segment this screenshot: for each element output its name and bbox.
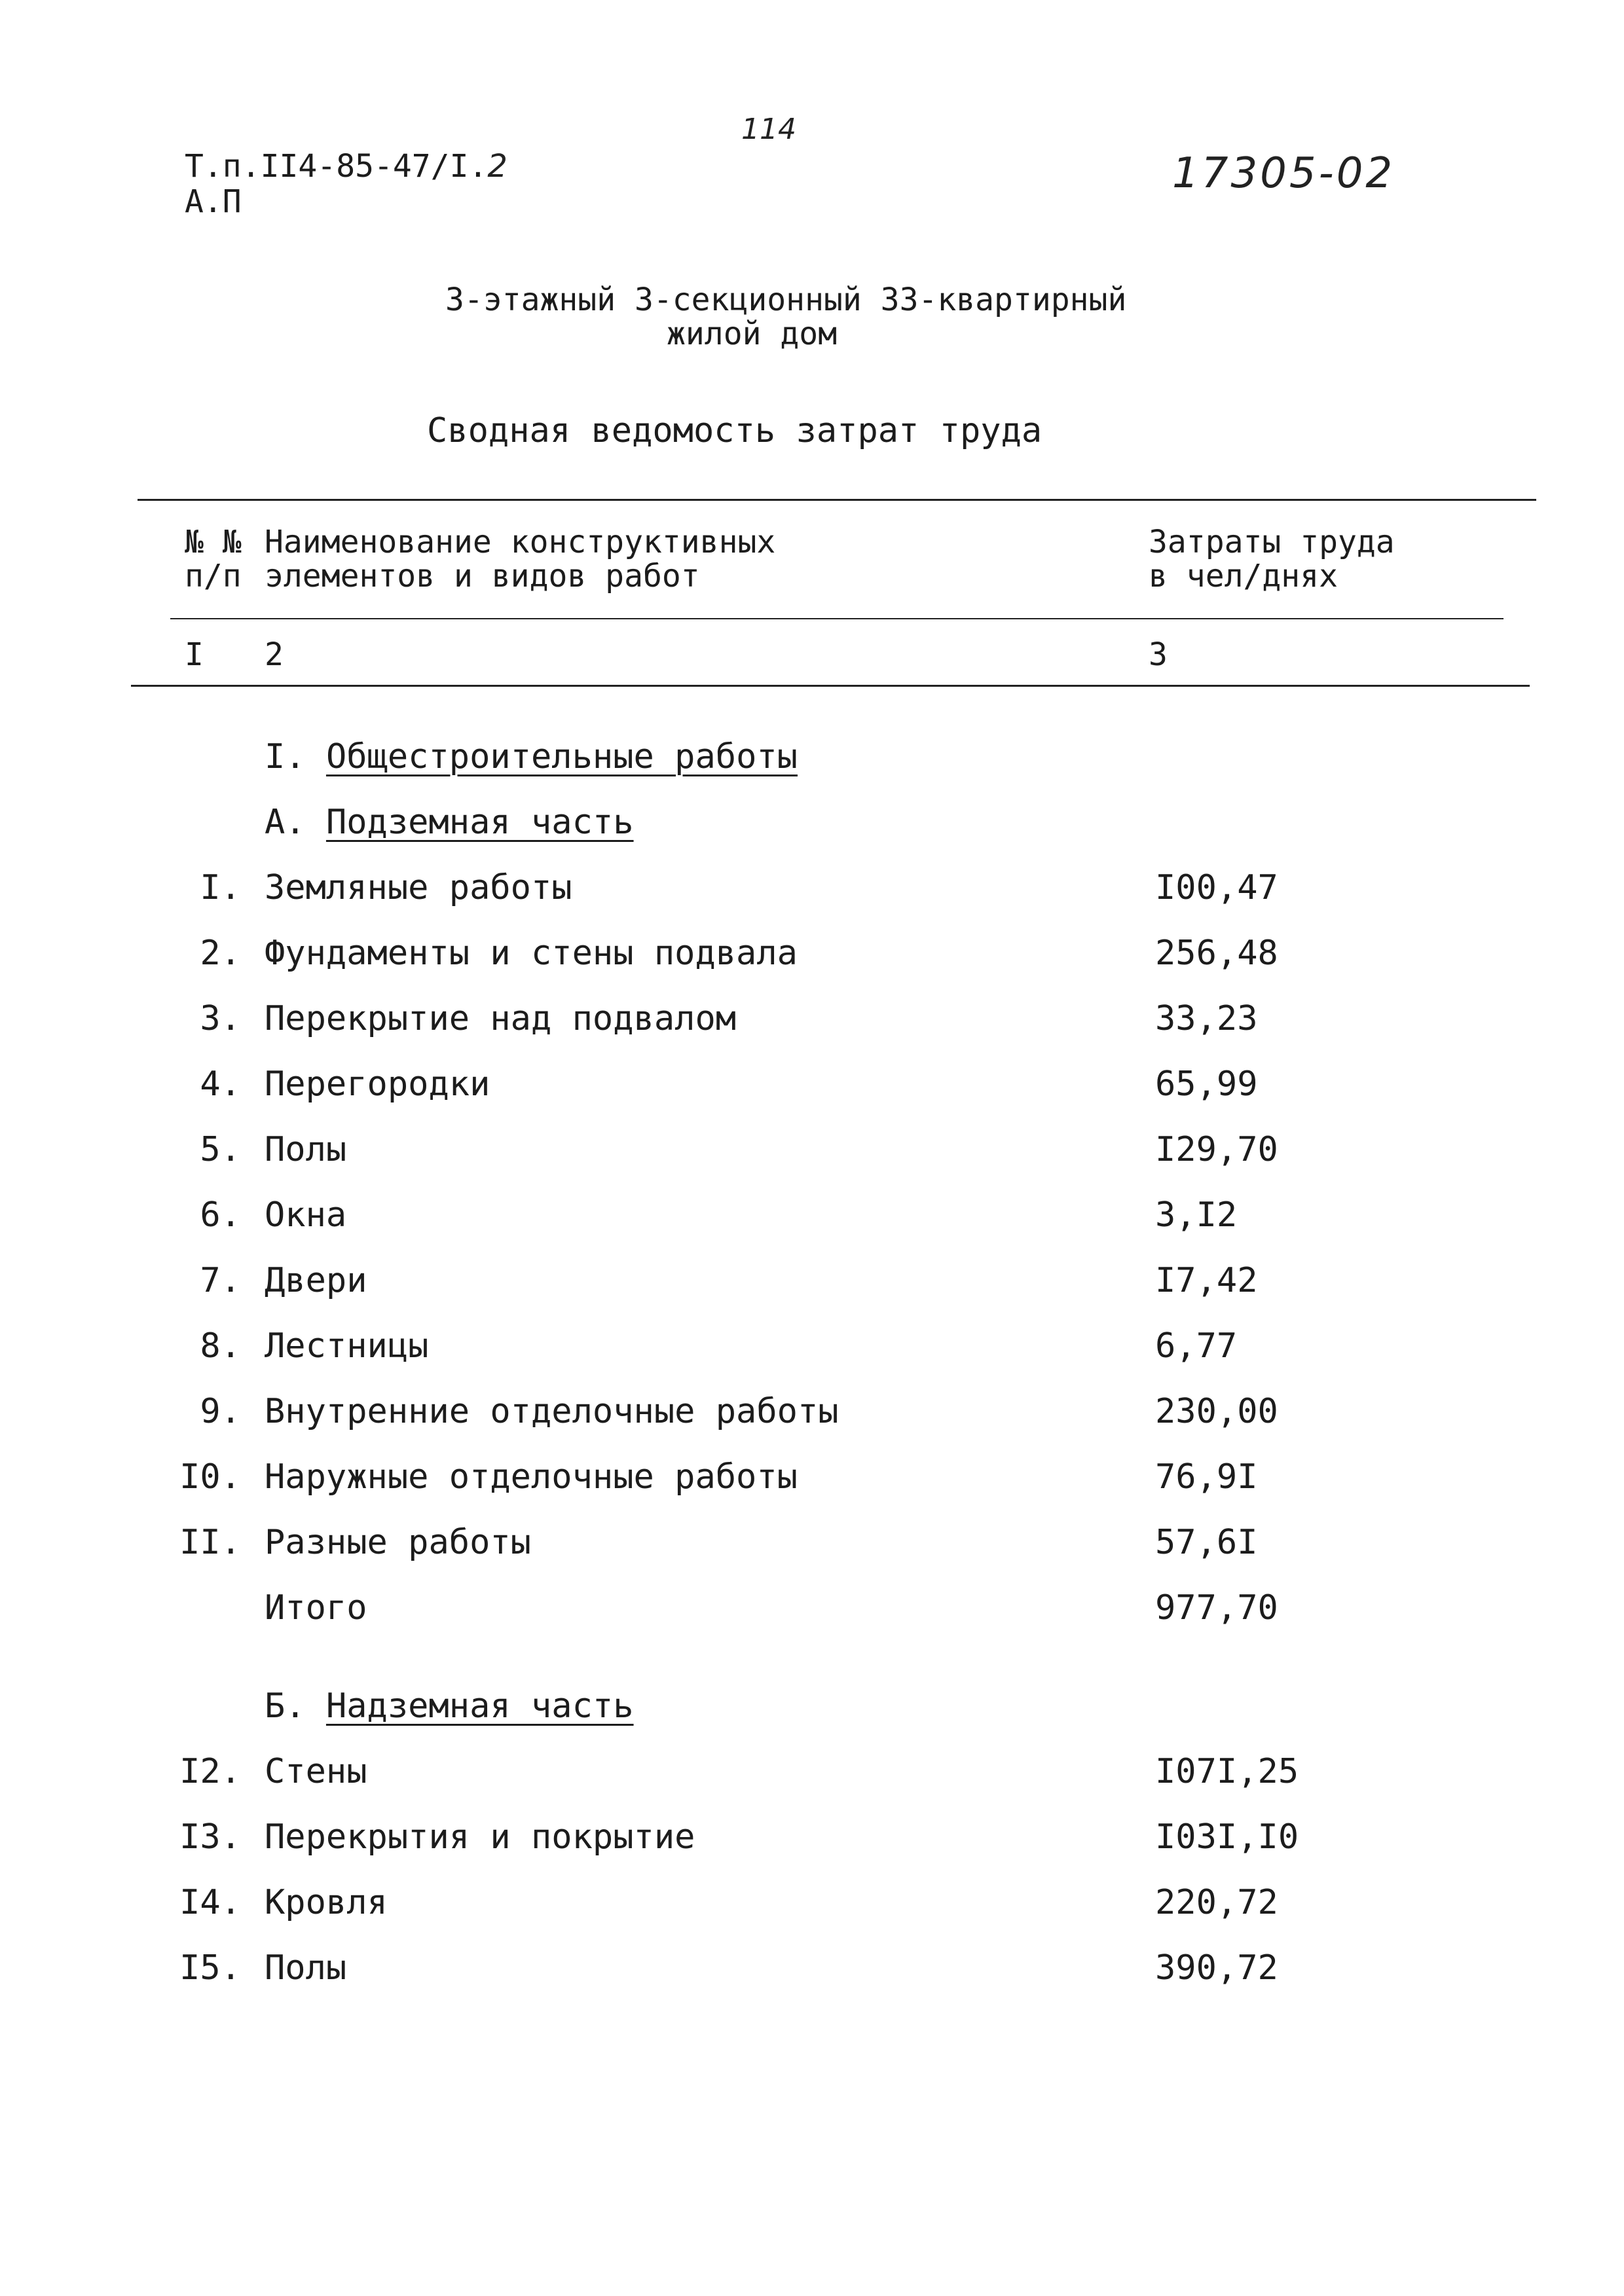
- total-label: Итого: [265, 1588, 367, 1628]
- header-num-line2: п/п: [185, 558, 242, 594]
- row-name: Полы: [265, 1948, 347, 1988]
- row-name: Окна: [265, 1195, 347, 1235]
- document-code-line2: А.П: [185, 183, 242, 220]
- row-name: Кровля: [265, 1883, 388, 1922]
- document-code-handwritten: 2: [487, 148, 507, 185]
- column-number-3: 3: [1149, 636, 1168, 673]
- table-header-rule: [170, 618, 1504, 619]
- archive-number: 17305-02: [1172, 149, 1395, 198]
- row-number: I2.: [179, 1752, 241, 1791]
- row-value: 6,77: [1155, 1326, 1238, 1366]
- row-value: 33,23: [1155, 999, 1258, 1038]
- part-a-title: Подземная часть: [325, 803, 634, 842]
- header-value-line1: Затраты труда: [1149, 524, 1395, 560]
- row-number: I0.: [179, 1457, 241, 1497]
- row-name: Разные работы: [265, 1523, 531, 1562]
- row-number: I5.: [179, 1948, 241, 1988]
- header-value-line2: в чел/днях: [1149, 558, 1338, 594]
- row-value: I29,70: [1155, 1130, 1278, 1169]
- row-value: I00,47: [1155, 868, 1278, 907]
- row-name: Стены: [265, 1752, 367, 1791]
- row-name: Земляные работы: [265, 868, 572, 907]
- row-number: 4.: [200, 1065, 241, 1104]
- row-name: Фундаменты и стены подвала: [265, 934, 798, 973]
- row-number: 9.: [200, 1392, 241, 1431]
- row-value: 256,48: [1155, 934, 1278, 973]
- column-number-1: I: [185, 636, 204, 673]
- header-name-line2: элементов и видов работ: [265, 558, 700, 594]
- part-a-letter: А.: [265, 803, 306, 842]
- row-number: 3.: [200, 999, 241, 1038]
- row-value: 57,6I: [1155, 1523, 1258, 1562]
- row-value: 76,9I: [1155, 1457, 1258, 1497]
- row-value: 65,99: [1155, 1065, 1258, 1104]
- section-title: Общестроительные работы: [325, 737, 798, 776]
- row-number: 5.: [200, 1130, 241, 1169]
- row-value: I03I,I0: [1155, 1817, 1299, 1857]
- header-name-line1: Наименование конструктивных: [265, 524, 776, 560]
- row-value: 230,00: [1155, 1392, 1278, 1431]
- row-number: I4.: [179, 1883, 241, 1922]
- row-number: II.: [179, 1523, 241, 1562]
- document-subtitle: Сводная ведомость затрат труда: [427, 411, 1043, 450]
- document-title-line2: жилой дом: [667, 316, 838, 352]
- row-number: 7.: [200, 1261, 241, 1300]
- row-number: 2.: [200, 934, 241, 973]
- row-name: Двери: [265, 1261, 367, 1300]
- row-number: 8.: [200, 1326, 241, 1366]
- row-value: I07I,25: [1155, 1752, 1299, 1791]
- part-b-heading: [265, 1686, 634, 1726]
- row-name: Лестницы: [265, 1326, 429, 1366]
- row-name: Наружные отделочные работы: [265, 1457, 798, 1497]
- section-heading: [265, 737, 798, 776]
- part-b-title: Надземная часть: [325, 1686, 634, 1726]
- row-name: Перегородки: [265, 1065, 490, 1104]
- row-name: Внутренние отделочные работы: [265, 1392, 839, 1431]
- row-number: I3.: [179, 1817, 241, 1857]
- row-value: I7,42: [1155, 1261, 1258, 1300]
- row-name: Перекрытие над подвалом: [265, 999, 737, 1038]
- row-name: Перекрытия и покрытие: [265, 1817, 695, 1857]
- row-value: 220,72: [1155, 1883, 1278, 1922]
- total-value: 977,70: [1155, 1588, 1278, 1628]
- row-value: 390,72: [1155, 1948, 1278, 1988]
- row-value: 3,I2: [1155, 1195, 1238, 1235]
- row-number: 6.: [200, 1195, 241, 1235]
- page-number: 114: [741, 113, 796, 146]
- column-number-2: 2: [265, 636, 284, 673]
- document-code: [185, 148, 507, 185]
- header-num-line1: № №: [185, 524, 242, 560]
- document-title-line1: 3-этажный 3-секционный 33-квартирный: [445, 282, 1127, 318]
- section-number: I.: [265, 737, 306, 776]
- row-number: I.: [200, 868, 241, 907]
- row-name: Полы: [265, 1130, 347, 1169]
- table-numbers-rule: [131, 685, 1530, 687]
- part-b-letter: Б.: [265, 1686, 306, 1726]
- part-a-heading: [265, 803, 634, 842]
- document-code-typed: Т.п.II4-85-47/I.: [185, 148, 488, 185]
- table-top-rule: [138, 499, 1536, 501]
